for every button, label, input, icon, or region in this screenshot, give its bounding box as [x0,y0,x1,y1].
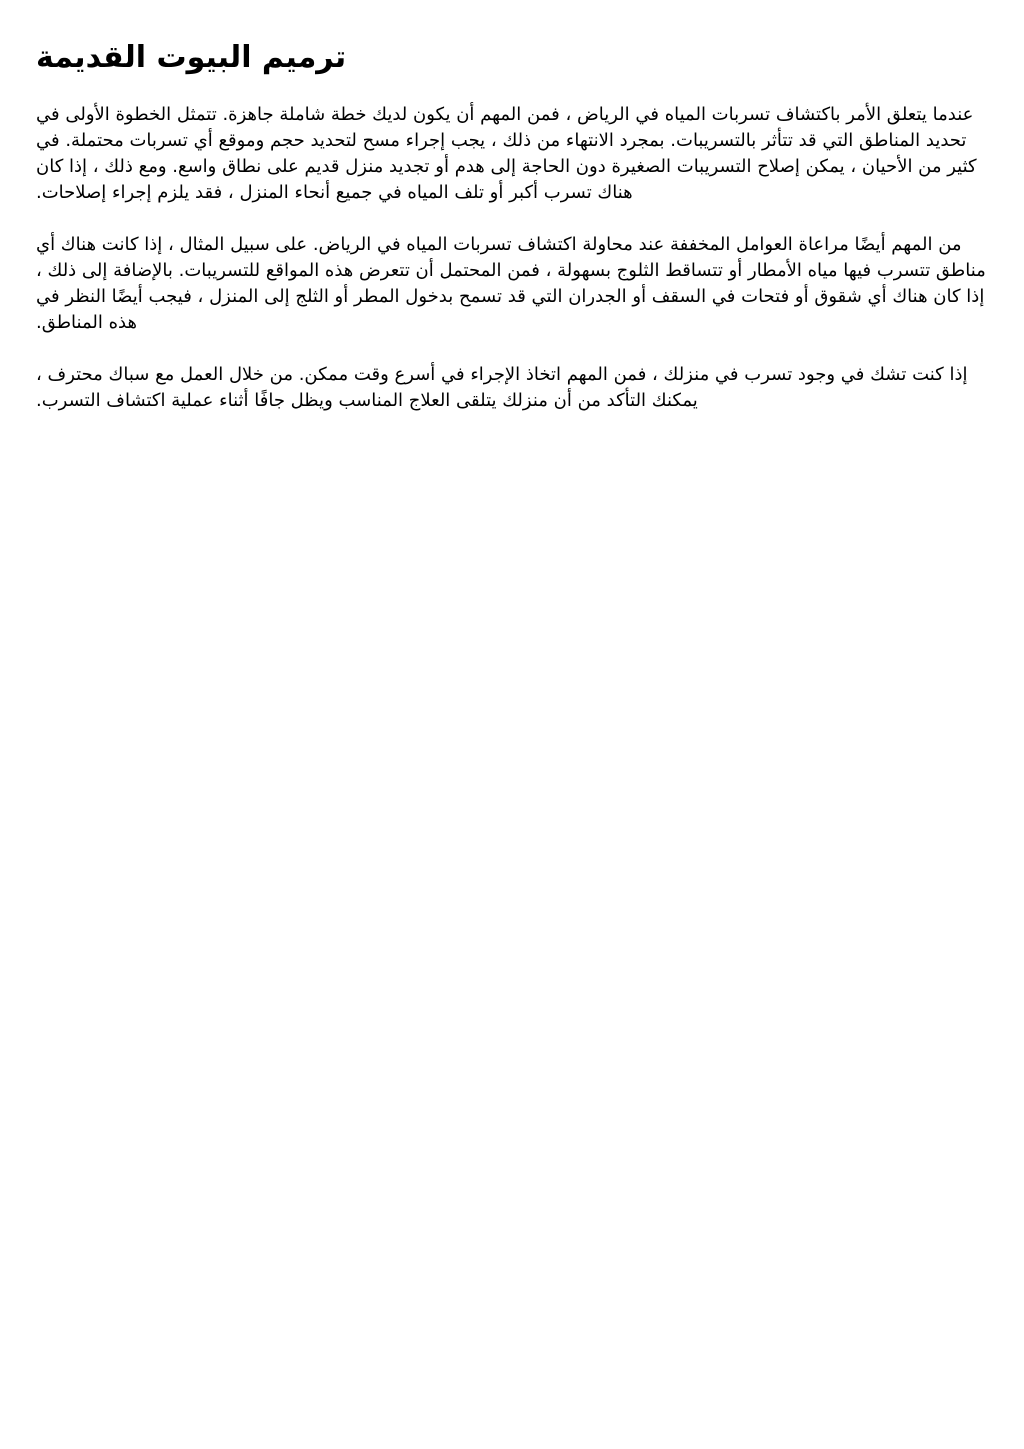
paragraph-3: إذا كنت تشك في وجود تسرب في منزلك ، فمن المهم اتخاذ الإجراء في أسرع وقت ممكن. من خلال العمل مع سباك محترف ، يمكنك التأكد من أن منزلك يتلقى العلاج المناسب ويظل جافًا أثناء عملية اكتشاف التسرب. [36,364,968,411]
paragraph-1: عندما يتعلق الأمر باكتشاف تسربات المياه في الرياض ، فمن المهم أن يكون لديك خطة شاملة جاهزة. تتمثل الخطوة الأولى في تحديد المناطق التي قد تتأثر بالتسريبات. بمجرد الانتهاء من ذلك ، يجب إجراء مسح لتحديد حجم وموقع أي تسربات محتملة. في كثير من الأحيان ، يمكن إصلاح التسريبات الصغيرة دون الحاجة إلى هدم أو تجديد منزل قديم على نطاق واسع. ومع ذلك ، إذا كان هناك تسرب أكبر أو تلف المياه في جميع أنحاء المنزل ، فقد يلزم إجراء إصلاحات. [36,104,977,203]
page-title: ترميم البيوت القديمة [36,40,347,75]
paragraph-2: من المهم أيضًا مراعاة العوامل المخففة عند محاولة اكتشاف تسربات المياه في الرياض. على سبيل المثال ، إذا كانت هناك أي مناطق تتسرب فيها مياه الأمطار أو تتساقط الثلوج بسهولة ، فمن المحتمل أن تتعرض هذه المواقع للتسريبات. بالإضافة إلى ذلك ، إذا كان هناك أي شقوق أو فتحات في السقف أو الجدران التي قد تسمح بدخول المطر أو الثلج إلى المنزل ، فيجب أيضًا النظر في هذه المناطق. [36,234,986,333]
